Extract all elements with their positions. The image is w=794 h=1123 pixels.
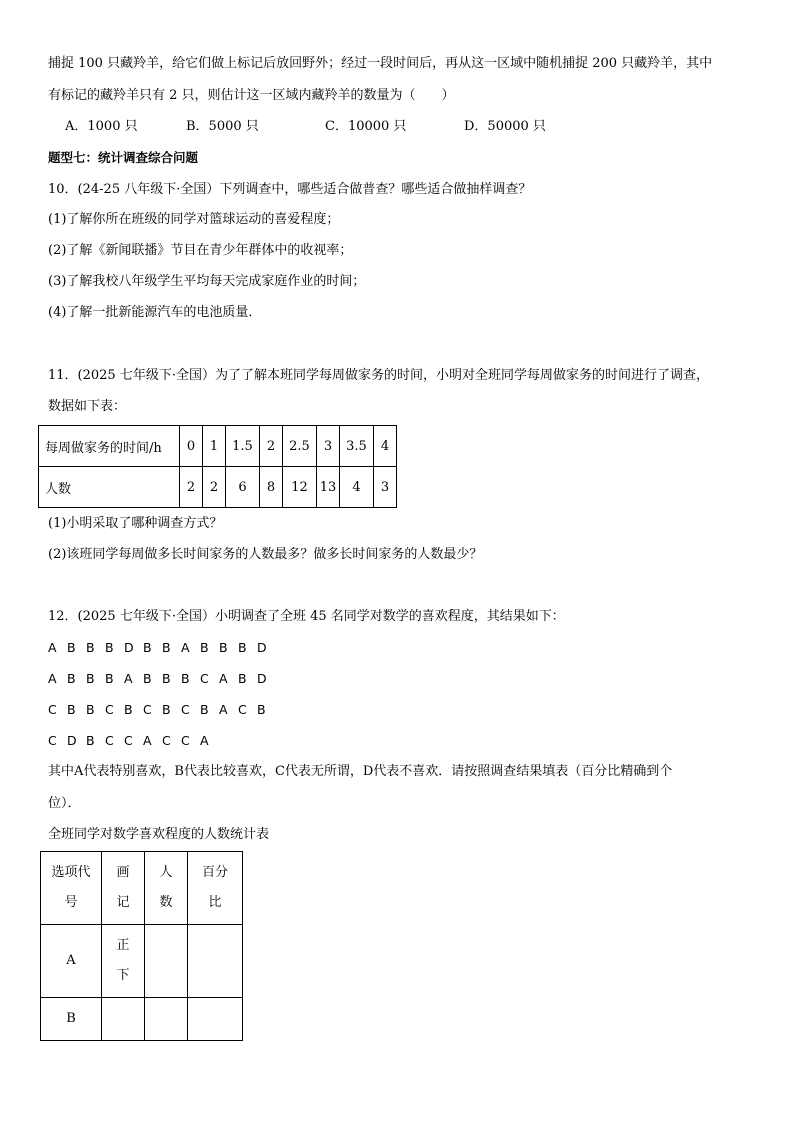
table-cell: 8: [260, 467, 283, 508]
q9-option-a: A．1000 只: [65, 119, 138, 134]
table-cell: [102, 998, 145, 1041]
survey-letter: B: [238, 640, 247, 655]
survey-letter: D: [257, 671, 267, 686]
survey-letter: B: [86, 702, 95, 717]
q12-table-title: 全班同学对数学喜欢程度的人数统计表: [48, 827, 270, 842]
table-row: [39, 467, 397, 508]
survey-letter: B: [86, 733, 95, 748]
survey-letter: B: [200, 702, 209, 717]
q10-item-2: (2)了解《新闻联播》节目在青少年群体中的收视率；: [48, 243, 353, 258]
survey-letter: B: [200, 640, 209, 655]
survey-letter: A: [219, 702, 228, 717]
header-text: 人: [159, 865, 173, 880]
survey-letter: B: [67, 702, 76, 717]
survey-letter: C: [238, 702, 247, 717]
table-cell-option-b: B: [41, 998, 102, 1041]
survey-letter: C: [162, 733, 171, 748]
q11-question-1: (1)小明采取了哪种调查方式？: [48, 516, 223, 531]
survey-letter: A: [48, 671, 57, 686]
q11-stem-line2: 数据如下表：: [48, 399, 127, 414]
survey-letter: A: [124, 671, 133, 686]
q10-stem: 10．(24-25 八年级下·全国）下列调查中，哪些适合做普查？哪些适合做抽样调查？: [48, 182, 532, 197]
q12-explain-line2: 位）．: [48, 796, 81, 811]
table-header-tally: [102, 852, 145, 925]
table-cell: 2: [203, 467, 226, 508]
survey-letter: A: [200, 733, 209, 748]
q9-option-d: D．50000 只: [464, 119, 546, 134]
survey-row-1: [48, 638, 276, 658]
survey-letter: D: [257, 640, 267, 655]
survey-row-3: [48, 700, 276, 720]
survey-letter: C: [124, 733, 133, 748]
table-cell: 2: [180, 467, 203, 508]
survey-letter: C: [48, 702, 57, 717]
header-text: 数: [159, 895, 173, 910]
table-header-option: [41, 852, 102, 925]
survey-letter: A: [219, 671, 228, 686]
survey-letter: A: [48, 640, 57, 655]
survey-letter: B: [105, 640, 114, 655]
table-cell: 4: [374, 426, 397, 467]
survey-letter: C: [48, 733, 57, 748]
table-row: [39, 426, 397, 467]
table-cell: [145, 925, 188, 998]
survey-letter: A: [181, 640, 190, 655]
table-cell: 4: [340, 467, 374, 508]
survey-letter: D: [124, 640, 134, 655]
survey-letter: D: [67, 733, 77, 748]
table-cell: 1.5: [226, 426, 260, 467]
preference-table: [40, 851, 243, 1041]
q9-option-b: B．5000 只: [186, 119, 259, 134]
table-header-percent: [188, 852, 243, 925]
header-text: 选项代: [51, 865, 91, 880]
table-cell: 12: [283, 467, 317, 508]
table-row: [41, 998, 243, 1041]
table-row: [41, 852, 243, 925]
table-cell-tally-a: [102, 925, 145, 998]
section-title: 题型七：统计调查综合问题: [48, 150, 199, 165]
q9-option-c: C．10000 只: [325, 119, 407, 134]
q10-item-4: (4)了解一批新能源汽车的电池质量．: [48, 305, 262, 320]
q10-item-3: (3)了解我校八年级学生平均每天完成家庭作业的时间；: [48, 274, 366, 289]
table-cell: 3: [317, 426, 340, 467]
table-cell: [145, 998, 188, 1041]
header-text: 号: [64, 895, 78, 910]
survey-letter: C: [105, 733, 114, 748]
table-header-count: [145, 852, 188, 925]
survey-letter: C: [105, 702, 114, 717]
survey-letter: B: [105, 671, 114, 686]
table-row: [41, 925, 243, 998]
survey-letter: B: [257, 702, 266, 717]
q9-line1: 捕捉 100 只藏羚羊，给它们做上标记后放回野外；经过一段时间后，再从这一区域中随机捕捉 200 只藏羚羊，其中: [48, 56, 713, 71]
survey-letter: B: [124, 702, 133, 717]
survey-letter: C: [181, 702, 190, 717]
survey-letter: B: [67, 671, 76, 686]
table-cell: 3.5: [340, 426, 374, 467]
table-cell: 2.5: [283, 426, 317, 467]
survey-row-2: [48, 669, 276, 689]
survey-letter: B: [143, 671, 152, 686]
survey-letter: B: [162, 702, 171, 717]
table-cell: 13: [317, 467, 340, 508]
q12-explain-line1: 其中A代表特别喜欢，B代表比较喜欢，C代表无所谓，D代表不喜欢．请按照调查结果填表（百分比精确到个: [48, 764, 673, 779]
table-cell: 2: [260, 426, 283, 467]
q11-stem-line1: 11．(2025 七年级下·全国）为了了解本班同学每周做家务的时间，小明对全班同学每周做家务的时间进行了调查，: [48, 368, 709, 383]
q12-stem: 12．(2025 七年级下·全国）小明调查了全班 45 名同学对数学的喜欢程度，其结果如下：: [48, 609, 565, 624]
survey-letter: C: [200, 671, 209, 686]
table-cell: 6: [226, 467, 260, 508]
survey-row-4: [48, 731, 219, 751]
tally-mark: 正: [116, 938, 130, 953]
table-cell-option-a: A: [41, 925, 102, 998]
survey-letter: C: [143, 702, 152, 717]
survey-letter: B: [143, 640, 152, 655]
survey-letter: A: [143, 733, 152, 748]
survey-letter: B: [219, 640, 228, 655]
q9-line2: 有标记的藏羚羊只有 2 只，则估计这一区域内藏羚羊的数量为（ ）: [48, 88, 455, 103]
survey-letter: C: [181, 733, 190, 748]
tally-mark: 下: [116, 968, 130, 983]
header-text: 百分: [201, 865, 228, 880]
table-cell: 3: [374, 467, 397, 508]
housework-table: [38, 425, 397, 508]
table-header-count: 人数: [39, 467, 180, 508]
survey-letter: B: [67, 640, 76, 655]
survey-letter: B: [86, 671, 95, 686]
table-cell: [188, 925, 243, 998]
survey-letter: B: [86, 640, 95, 655]
q10-item-1: (1)了解你所在班级的同学对篮球运动的喜爱程度；: [48, 212, 340, 227]
survey-letter: B: [181, 671, 190, 686]
header-text: 比: [208, 895, 222, 910]
header-text: 记: [116, 895, 130, 910]
table-cell: 1: [203, 426, 226, 467]
table-header-time: 每周做家务的时间/h: [39, 426, 180, 467]
survey-letter: B: [162, 671, 171, 686]
header-text: 画: [116, 865, 130, 880]
q11-question-2: (2)该班同学每周做多长时间家务的人数最多？做多长时间家务的人数最少？: [48, 547, 483, 562]
survey-letter: B: [162, 640, 171, 655]
table-cell: [188, 998, 243, 1041]
table-cell: 0: [180, 426, 203, 467]
survey-letter: B: [238, 671, 247, 686]
